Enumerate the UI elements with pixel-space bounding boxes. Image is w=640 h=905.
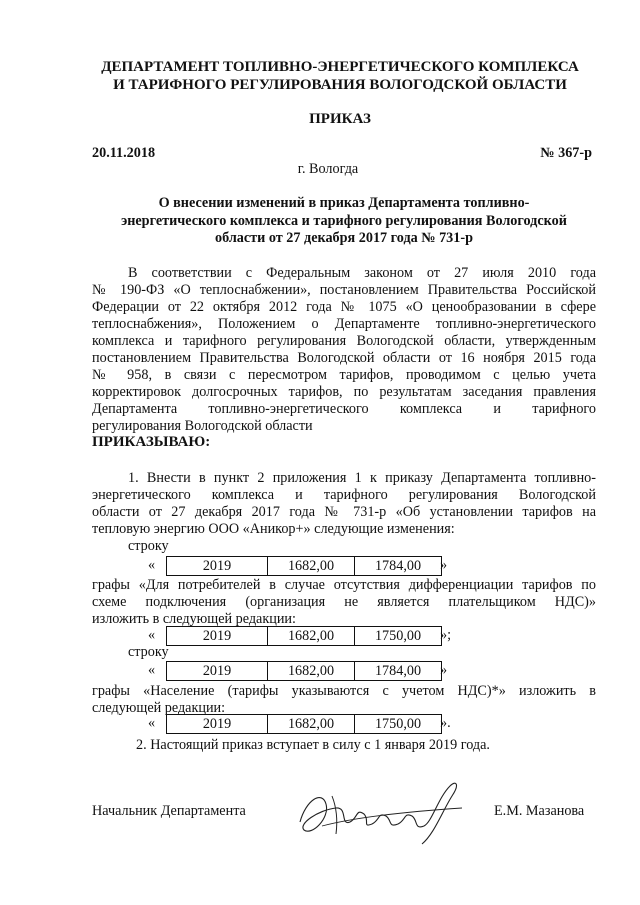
handwritten-signature [292, 778, 472, 848]
year-cell: 2019 [167, 662, 268, 680]
column2-line: графы «Население (тарифы указываются с учетом НДС)*» изложить в [92, 683, 596, 699]
tariff-row-cells [166, 661, 442, 681]
close-quote: » [440, 662, 448, 678]
close-quote: »; [440, 627, 452, 643]
item2: 2. Настоящий приказ вступает в силу с 1 января 2019 года. [136, 737, 490, 753]
tariff-value-cell: 1682,00 [268, 662, 355, 680]
tariff-value-cell: 1682,00 [268, 627, 355, 645]
open-quote: « [148, 627, 156, 643]
order-word: ПРИКАЗЫВАЮ: [92, 434, 211, 450]
tariff-value-cell: 1784,00 [374, 663, 422, 679]
stroku-label: строку [128, 644, 169, 660]
column2-line: следующей редакции: [92, 700, 226, 716]
tariff-value-cell: 1784,00 [374, 558, 422, 574]
signatory-name: Е.М. Мазанова [494, 803, 585, 819]
preamble-line: Департамента топливно-энергетического комплекса и тарифного [92, 401, 596, 417]
stroku-label: строку [128, 538, 169, 554]
open-quote: « [148, 557, 156, 573]
item1-line: тепловую энергию ООО «Аникор+» следующие изменения: [92, 521, 455, 537]
preamble-line: № 190-ФЗ «О теплоснабжении», постановлением Правительства Российской [92, 282, 596, 298]
tariff-row-cells [166, 714, 442, 734]
tariff-row-cells [166, 626, 442, 646]
department-name-line2: И ТАРИФНОГО РЕГУЛИРОВАНИЯ ВОЛОГОДСКОЙ ОБЛАСТИ [113, 77, 567, 93]
order-title [80, 195, 608, 248]
preamble-line: комплекса и тарифного регулирования Вологодской области, утвержденным [92, 333, 596, 349]
preamble-line: В соответствии с Федеральным законом от 27 июля 2010 года [128, 265, 596, 281]
close-quote: » [440, 557, 448, 573]
city: г. Вологда [297, 161, 359, 177]
title-line: энергетического комплекса и тарифного регулирования Вологодской [121, 212, 567, 229]
item1-line: 1. Внести в пункт 2 приложения 1 к приказу Департамента топливно- [128, 470, 596, 486]
order-date: 20.11.2018 [92, 145, 156, 161]
preamble-line: № 958, в связи с пересмотром тарифов, проводимом с целью учета [92, 367, 596, 383]
tariff-value-cell: 1750,00 [374, 628, 422, 644]
department-name-line1: ДЕПАРТАМЕНТ ТОПЛИВНО-ЭНЕРГЕТИЧЕСКОГО КОМПЛЕКСА [101, 59, 579, 75]
tariff-value-cell: 1750,00 [374, 716, 422, 732]
preamble-line: регулирования Вологодской области [92, 418, 313, 434]
open-quote: « [148, 662, 156, 678]
year-cell: 2019 [167, 715, 268, 733]
signatory-position: Начальник Департамента [92, 803, 246, 819]
column1-line: схеме подключения (организация не является плательщиком НДС)» [92, 594, 596, 610]
tariff-row-cells [166, 556, 442, 576]
close-quote: ». [440, 715, 451, 731]
item1-line: области от 27 декабря 2017 года № 731-р «Об установлении тарифов на [92, 504, 596, 520]
preamble-line: постановлением Правительства Вологодской области от 16 ноября 2015 года [92, 350, 596, 366]
year-cell: 2019 [167, 627, 268, 645]
tariff-value-cell: 1682,00 [268, 715, 355, 733]
preamble-line: корректировок долгосрочных тарифов, по результатам заседания правления [92, 384, 596, 400]
order-number: № 367-р [540, 145, 592, 161]
item1-line: энергетического комплекса и тарифного регулирования Вологодской [92, 487, 596, 503]
title-line: О внесении изменений в приказ Департамента топливно- [158, 195, 530, 211]
column1-line: графы «Для потребителей в случае отсутствия дифференциации тарифов по [92, 577, 596, 593]
title-line: области от 27 декабря 2017 года № 731-р [215, 230, 473, 247]
column1-line: изложить в следующей редакции: [92, 611, 296, 627]
tariff-value-cell: 1682,00 [268, 557, 355, 575]
year-cell: 2019 [167, 557, 268, 575]
open-quote: « [148, 715, 156, 731]
document-type: ПРИКАЗ [309, 111, 371, 127]
preamble-line: теплоснабжения», Положением о Департаменте топливно-энергетического [92, 316, 596, 332]
preamble-line: Федерации от 22 октября 2012 года № 1075 «О ценообразовании в сфере [92, 299, 596, 315]
